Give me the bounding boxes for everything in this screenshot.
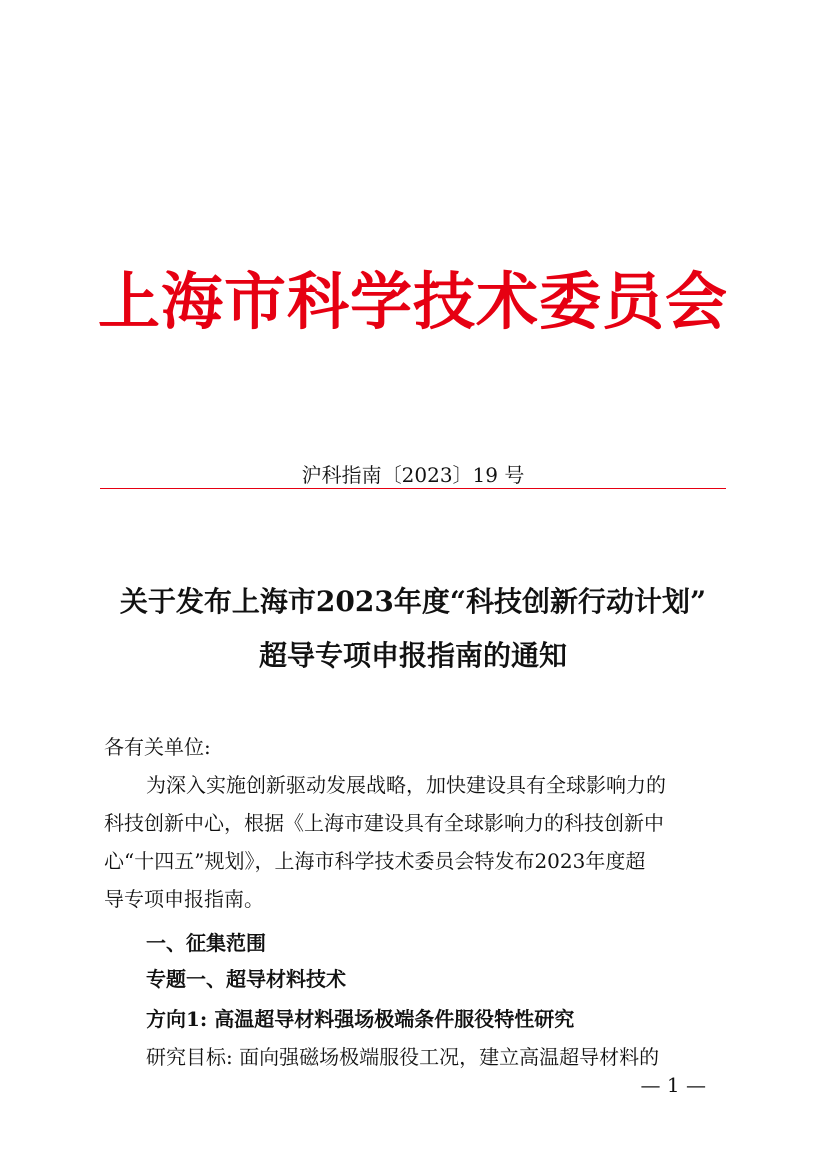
red-separator-line — [100, 488, 726, 489]
topic-heading: 专题一、超导材料技术 — [146, 967, 346, 991]
body-line: 导专项申报指南。 — [104, 887, 264, 911]
issuer-masthead: 上海市科学技术委员会 — [97, 265, 728, 338]
body-line: 科技创新中心，根据《上海市建设具有全球影响力的科技创新中 — [104, 811, 664, 835]
direction-heading: 方向1: 高温超导材料强场极端条件服役特性研究 — [146, 1007, 575, 1031]
page-number: — 1 — — [640, 1073, 706, 1097]
document-number: 沪科指南〔2023〕19 号 — [301, 463, 525, 487]
notice-title-line-2: 超导专项申报指南的通知 — [258, 639, 567, 672]
body-line: 心“十四五”规划》，上海市科学技术委员会特发布2023年度超 — [104, 849, 646, 873]
section-heading: 一、征集范围 — [146, 931, 266, 955]
notice-title-line-1: 关于发布上海市2023年度“科技创新行动计划” — [119, 585, 707, 618]
body-line: 为深入实施创新驱动发展战略，加快建设具有全球影响力的 — [146, 773, 666, 797]
salutation: 各有关单位: — [104, 735, 211, 759]
objective-line: 研究目标: 面向强磁场极端服役工况，建立高温超导材料的 — [146, 1045, 660, 1069]
